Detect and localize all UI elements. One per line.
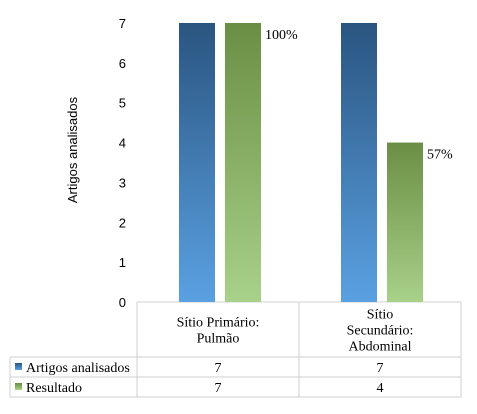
legend-key [15, 363, 22, 370]
bar-artigos-1 [341, 23, 377, 302]
y-tick-label: 6 [118, 55, 126, 71]
data-label: 100% [265, 28, 298, 43]
data-label: 57% [427, 147, 453, 163]
legend-key [15, 383, 22, 390]
x-category-label: Secundário: [346, 323, 414, 339]
table-cell-value: 7 [214, 361, 222, 376]
bar-resultado-0 [225, 23, 261, 302]
bar-resultado-1 [387, 143, 423, 302]
y-axis-label: Artigos analisados [65, 96, 80, 204]
x-category-label: Sítio Primário: [176, 315, 260, 331]
bars-layer [179, 23, 453, 302]
y-tick-label: 4 [118, 135, 126, 151]
table-cell-value: 7 [376, 361, 384, 376]
x-category-label: Sítio [366, 307, 394, 323]
y-tick-label: 3 [118, 175, 126, 191]
x-category-label: Abdominal [348, 339, 412, 355]
data-table [10, 302, 461, 397]
y-tick-label: 2 [118, 215, 126, 231]
y-tick-label: 0 [118, 295, 126, 310]
y-tick-label: 5 [118, 95, 126, 111]
table-cell-value: 4 [376, 381, 384, 396]
table-cell-value: 7 [214, 381, 222, 396]
x-category-label: Pulmão [196, 331, 240, 347]
y-tick-label: 1 [118, 255, 126, 271]
y-tick-label: 7 [118, 16, 126, 31]
legend-series-name: Artigos analisados [26, 361, 130, 376]
bar-artigos-0 [179, 23, 215, 302]
legend-series-name: Resultado [26, 381, 82, 396]
